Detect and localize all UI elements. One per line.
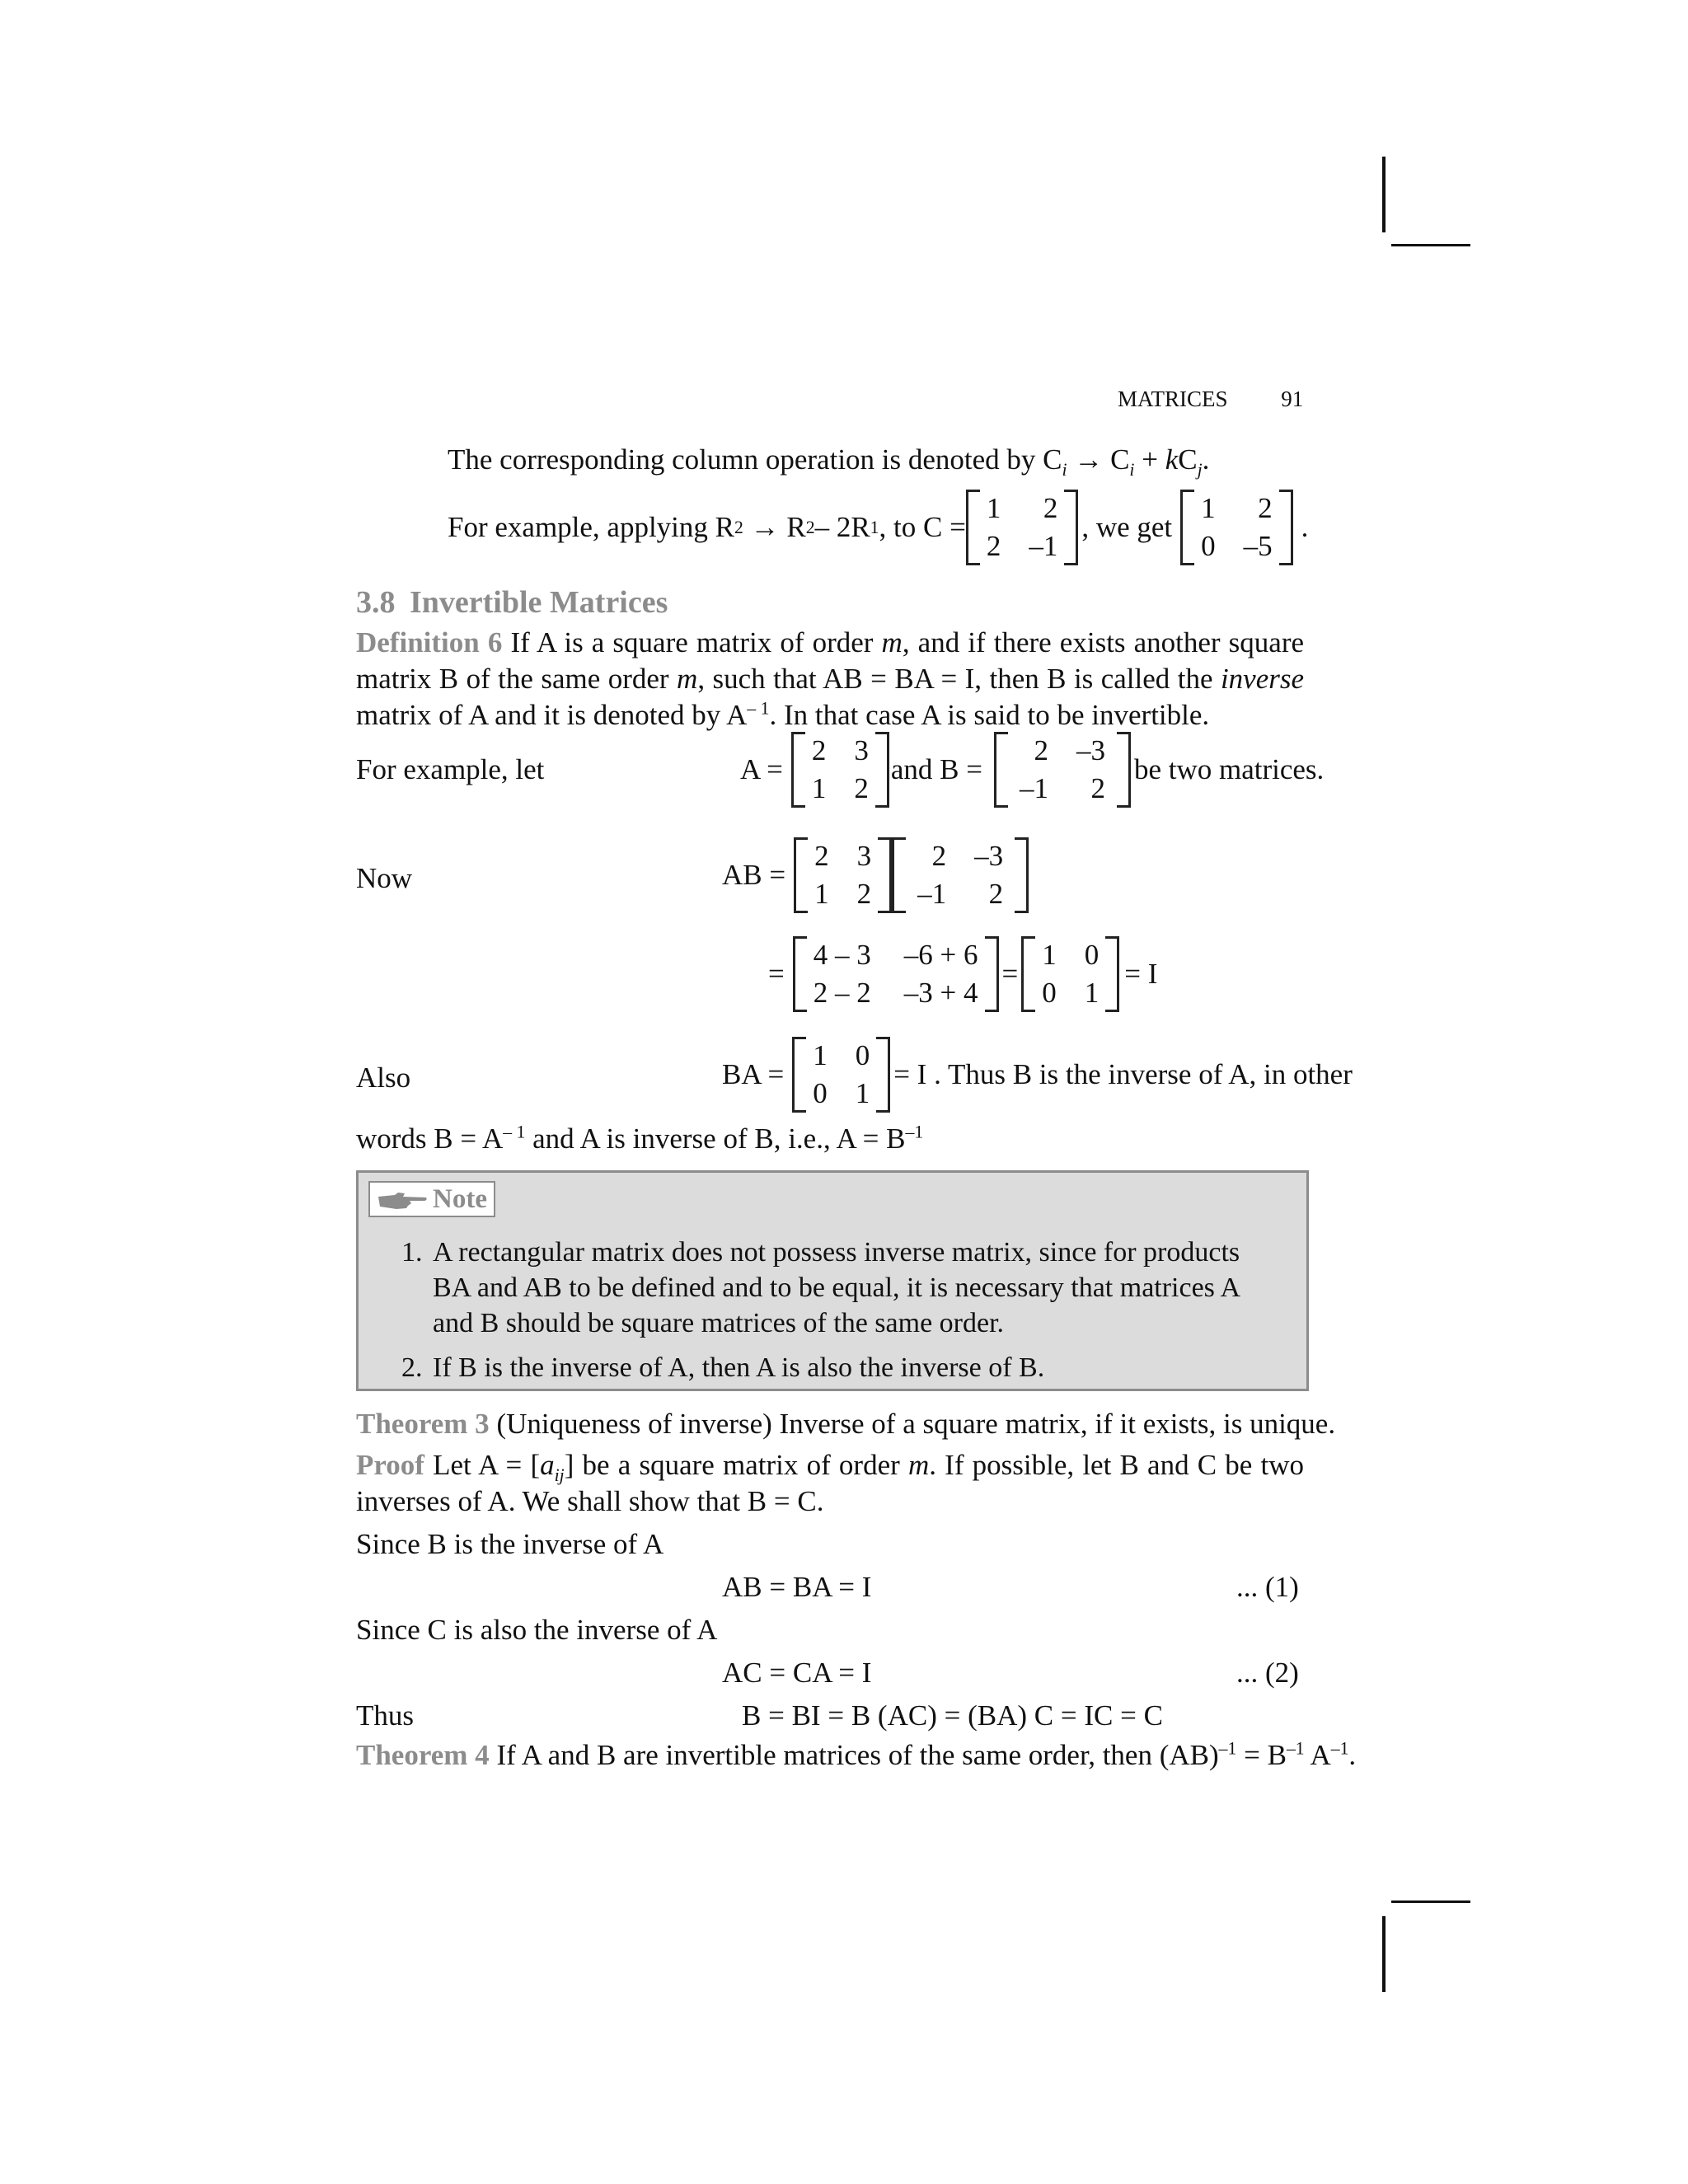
- crop-mark-bottom-vertical: [1382, 1916, 1386, 1992]
- crop-mark-top-vertical: [1382, 157, 1386, 232]
- note-title: [368, 1181, 495, 1217]
- note-title-text: Note: [433, 1184, 487, 1214]
- running-title: MATRICES: [1118, 387, 1228, 411]
- a-equals: A =: [740, 753, 783, 786]
- proof-text-c: . If possible, let B and C be two inverses of A. We shall show that B = C.: [356, 1449, 1305, 1518]
- definition-text-d: matrix of A and it is denoted by A: [356, 699, 748, 732]
- inverse-term: inverse: [1220, 663, 1305, 696]
- also-label: Also: [356, 1062, 411, 1094]
- equation-3: B = BI = B (AC) = (BA) C = IC = C: [742, 1699, 1163, 1732]
- proof-paragraph: Proof Let $A = [a_{ij}]$ be a square matrix of order m. If possible, let B and C be two inverses of A. We shall show that B = C.: [356, 1449, 1305, 1518]
- theorem-4-text: If A and B are invertible matrices of the same order, then (AB): [496, 1739, 1219, 1771]
- matrix-sum: 4 – 3 –6 + 6 2 – 2 –3 + 4: [793, 936, 999, 1012]
- equation-2-tag: ... (2): [1236, 1657, 1299, 1689]
- ab-product: [722, 834, 1029, 916]
- definition-6: Definition 6 If A is a square matrix of order m, and if there exists another square matrix B of the same order m, such that AB = BA = I, then B is called the inverse matrix of A and it is denoted by $A^{- 1}$. In that case A is said to be invertible.: [356, 626, 1305, 732]
- since-c-line: Since C is also the inverse of A: [356, 1614, 718, 1646]
- page-number: 91: [1281, 387, 1304, 411]
- equation-2: AC = CA = I: [722, 1657, 872, 1689]
- equals-identity: = I: [1124, 958, 1158, 991]
- matrix-b-factor: 2 –3 –1 2: [892, 837, 1029, 913]
- note-item-text: If B is the inverse of A, then A is also the inverse of B.: [433, 1352, 1045, 1384]
- proof-label: Proof: [356, 1449, 424, 1481]
- example-text-to: , to C =: [879, 511, 966, 544]
- ab-result: = 4 – 3 –6 + 6 2 – 2 –3 + 4 = 1 0 0 1 = I: [768, 933, 1157, 1015]
- words-line: words $B = A^{- 1}$ and A is inverse of B, i.e., $A = B^{-1}$: [356, 1122, 924, 1155]
- proof-text-b: ] be a square matrix of order: [564, 1449, 900, 1481]
- matrix-a: 2 3 1 2: [791, 732, 889, 808]
- definition-label: Definition 6: [356, 626, 503, 658]
- note-box: [356, 1170, 1309, 1391]
- since-b-line: Since B is the inverse of A: [356, 1528, 664, 1560]
- section-title: Invertible Matrices: [410, 585, 668, 620]
- definition-text-c: , such that AB = BA = I, then B is called the: [697, 663, 1213, 696]
- crop-mark-top-horizontal: [1391, 244, 1470, 246]
- column-operation-text: The corresponding column operation is denoted by C: [448, 443, 1062, 476]
- we-get-text: , we get: [1081, 511, 1173, 544]
- row-operation-example: For example, applying R 2 → R 2 – 2R 1 , to C = 1 2 2 –1 , we get 1 2 0 –5 .: [448, 490, 1308, 565]
- and-b-equals: and B =: [890, 753, 982, 786]
- matrix-result: 1 2 0 –5: [1180, 490, 1293, 565]
- pointing-hand-icon: [377, 1192, 428, 1210]
- definition-text-a: If A is a square matrix of order: [510, 626, 874, 658]
- ba-equals: BA =: [722, 1058, 785, 1091]
- theorem-3: [356, 1406, 1335, 1442]
- matrix-ba-identity: 1 0 0 1: [792, 1037, 890, 1113]
- note-item-number: 1.: [401, 1237, 423, 1268]
- two-matrices-text: be two matrices.: [1133, 753, 1325, 786]
- note-item: [401, 1351, 1275, 1386]
- crop-mark-bottom-horizontal: [1391, 1900, 1470, 1903]
- theorem-3-label: Theorem 3: [356, 1408, 490, 1440]
- example-lead: For example, let: [356, 753, 545, 785]
- matrix-c: 1 2 2 –1: [966, 490, 1079, 565]
- now-label: Now: [356, 862, 413, 894]
- matrix-b: 2 –3 –1 2: [994, 732, 1131, 808]
- definition-text-e: . In that case A is said to be invertible.: [769, 699, 1210, 732]
- column-operation-line: The corresponding column operation is denoted by $C_i \to C_i + kC_j$.: [448, 443, 1210, 480]
- example-text: For example, applying R: [448, 511, 735, 544]
- thus-label: Thus: [356, 1699, 414, 1732]
- equation-1-tag: ... (1): [1236, 1571, 1299, 1603]
- equation-1: AB = BA = I: [722, 1571, 872, 1603]
- section-heading: [356, 583, 668, 623]
- words-line-text: words B = A: [356, 1122, 504, 1155]
- theorem-3-text: (Uniqueness of inverse) Inverse of a square matrix, if it exists, is unique.: [496, 1408, 1336, 1440]
- running-header: [1118, 386, 1303, 414]
- note-list: [401, 1235, 1275, 1396]
- section-number: 3.8: [356, 585, 396, 620]
- definition-text-b: , and if there exists another square matrix B of the same order: [356, 626, 1305, 696]
- example-matrices: [740, 730, 1324, 809]
- proof-text-a: Let A = [: [433, 1449, 541, 1481]
- ba-product: [722, 1033, 1353, 1116]
- matrix-identity: 1 0 0 1: [1021, 936, 1119, 1012]
- ab-equals: AB =: [722, 859, 786, 892]
- theorem-4-label: Theorem 4: [356, 1739, 490, 1771]
- inverse-statement: = I . Thus B is the inverse of A, in other: [893, 1058, 1353, 1091]
- note-item: [401, 1235, 1275, 1341]
- theorem-4: Theorem 4 If A and B are invertible matrices of the same order, then $(AB)^{-1} = B^{-1}$ $A^{-1}$.: [356, 1738, 1357, 1771]
- note-item-text: A rectangular matrix does not possess inverse matrix, since for products BA and AB to be defined and to be equal, it is necessary that matrices A and B should be square matrices of the same order.: [433, 1237, 1240, 1338]
- matrix-a-factor: 2 3 1 2: [794, 837, 892, 913]
- note-item-number: 2.: [401, 1352, 423, 1384]
